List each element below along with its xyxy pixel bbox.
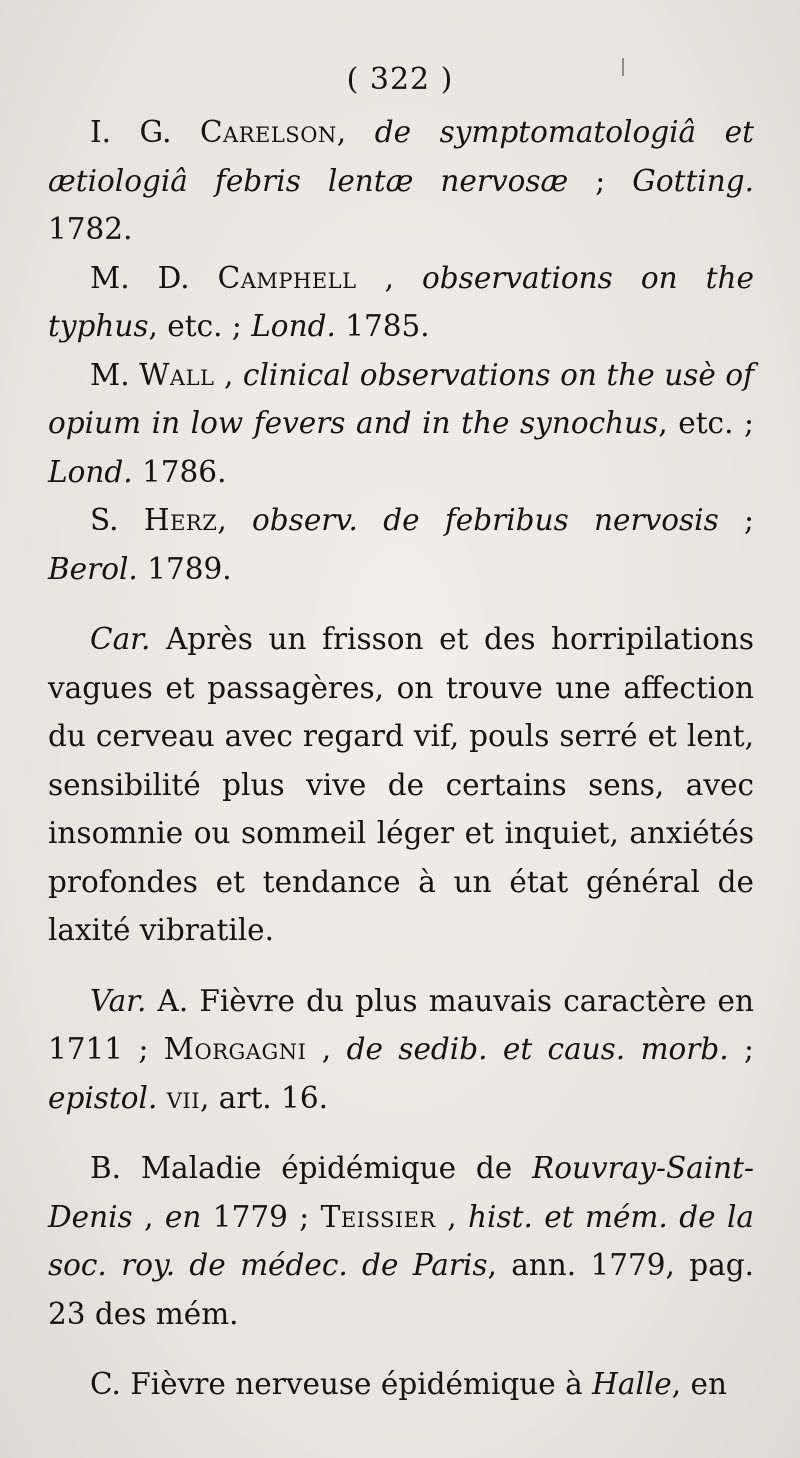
paragraph-var-a [48,977,754,1123]
text-segment: Camphell [217,260,357,295]
text-segment: Car. [90,622,151,656]
paragraph-var-b [48,1144,754,1338]
text-segment: Var. [90,983,147,1018]
text-segment: 1785. [335,309,430,343]
text-segment: , etc. ; [658,406,754,440]
paragraph-wall [48,351,754,497]
text-segment: 1779 ; [201,1199,321,1234]
text-segment: B. Maladie épidémique de [90,1151,532,1185]
paragraph-herz [48,496,754,593]
text-segment: , en [671,1367,727,1401]
text-segment: , [336,115,375,149]
text-segment: , [132,1199,165,1234]
text-segment: M. D. [90,260,218,295]
text-segment: Carelson [199,115,337,149]
text-segment: , [306,1032,347,1066]
paragraph-carelson [48,108,754,254]
paragraph-car [48,615,754,955]
text-segment: Rouvray-Saint-Denis [48,1151,754,1234]
text-segment: Teissier [320,1199,436,1234]
text-segment: S. [90,503,144,537]
text-segment: M. [90,357,140,392]
text-segment: C. Fièvre nerveuse épidémique à [90,1367,593,1401]
text-segment: Berol. [48,551,138,586]
text-segment: , ann. 1779, pag. 23 des mém. [48,1248,754,1331]
text-segment: , [356,260,423,295]
text-segment: ; [568,163,633,198]
text-segment: 1782. [48,212,133,246]
text-segment: , [217,503,253,537]
text-segment: A. Fièvre du plus mauvais caractère en 1711 ; [48,983,754,1066]
text-segment [157,1081,166,1115]
text-segment: Lond. [251,309,336,343]
text-segment: Lond. [48,454,133,489]
text-segment: hist. et mém. de la soc. roy. de médec. de Paris [48,1199,754,1282]
text-segment: clinical observations on the usè of opium in low fevers and in the synochus [48,357,755,440]
text-segment: Halle [592,1367,672,1401]
ink-mark [622,58,624,76]
text-segment: , etc. ; [148,309,252,343]
text-segment: Herz [143,503,218,537]
text-segment: , art. 16. [200,1080,328,1115]
text-segment: de symptomatologiâ et ætiologiâ febris lentæ nervosæ [48,115,754,198]
text-segment: , [214,357,243,392]
text-segment: , [435,1199,469,1234]
text-segment: ; [718,503,754,537]
text-segment: en [164,1199,202,1234]
body-text [48,108,754,1409]
text-segment: observations on the typhus [48,260,754,343]
text-segment: de sedib. et caus. morb. [346,1032,729,1066]
text-segment: epistol. [48,1080,158,1115]
page-number: ( 322 ) [346,62,454,97]
text-segment: observ. de febribus nervosis [252,503,719,537]
text-segment: 1789. [137,551,232,586]
text-segment: vii [166,1080,200,1115]
paragraph-camphell [48,254,754,351]
text-segment: Morgagni [163,1032,307,1066]
text-segment: 1786. [132,454,227,489]
text-segment: Wall [139,357,215,392]
text-segment: I. G. [90,115,200,149]
text-segment: Après un frisson et des horripilations vagues et passagères, on trouve une affection du cerveau avec regard vif, pouls serré et lent, sensibilité plus vive de certains sens, avec insomnie ou sommeil léger et inquiet, anxiétés profondes et tendance à un état général de laxité vibratile. [48,622,754,947]
paragraph-var-c [48,1360,754,1409]
text-segment: Gotting. [632,163,754,198]
text-segment: ; [728,1032,754,1066]
